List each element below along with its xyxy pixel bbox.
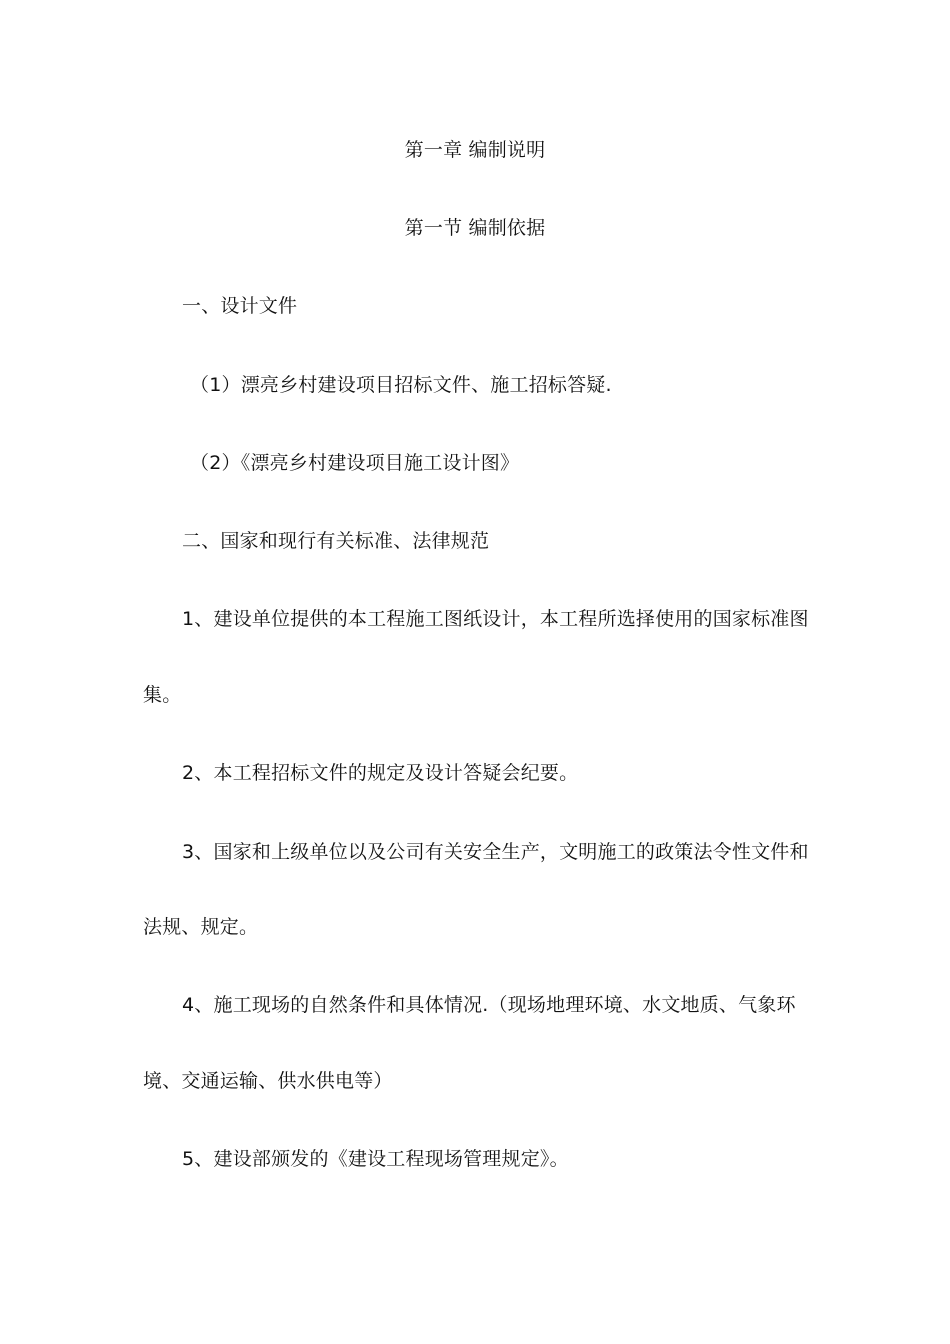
section-title: 第一节 编制依据 xyxy=(404,217,546,239)
standard-item-2: 2、本工程招标文件的规定及设计答疑会纪要。 xyxy=(182,762,579,784)
design-item-2: （2）《漂亮乡村建设项目施工设计图》 xyxy=(190,452,520,474)
standard-item-1-line1: 1、建设单位提供的本工程施工图纸设计，本工程所选择使用的国家标准图 xyxy=(182,608,809,630)
standard-item-4-line2: 境、交通运输、供水供电等） xyxy=(143,1070,393,1092)
standard-item-1-line2: 集。 xyxy=(143,684,182,706)
standard-item-4-line1: 4、施工现场的自然条件和具体情况.（现场地理环境、水文地质、气象环 xyxy=(182,994,796,1016)
standard-item-3-line1: 3、国家和上级单位以及公司有关安全生产，文明施工的政策法令性文件和 xyxy=(182,841,809,863)
heading-design-files: 一、设计文件 xyxy=(182,295,298,317)
standard-item-5: 5、建设部颁发的《建设工程现场管理规定》。 xyxy=(182,1148,569,1170)
chapter-title: 第一章 编制说明 xyxy=(404,139,546,161)
standard-item-3-line2: 法规、规定。 xyxy=(143,916,259,938)
design-item-1: （1）漂亮乡村建设项目招标文件、施工招标答疑. xyxy=(190,374,612,396)
heading-standards: 二、国家和现行有关标准、法律规范 xyxy=(182,530,490,552)
